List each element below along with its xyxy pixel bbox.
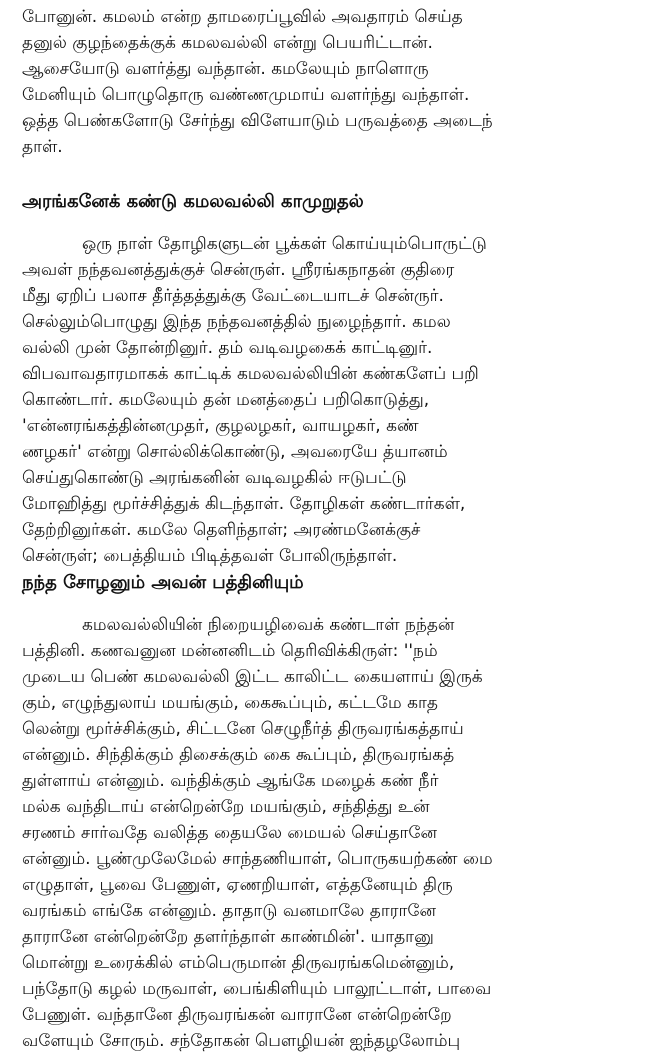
text-line: மல்க வந்திடாய் என்றென்றே மயங்கும், சந்தித்து உன் [22, 797, 430, 817]
text-line: விபவாவதாரமாகக் காட்டிக் கமலவல்லியின் கண்களேப் பறி [22, 364, 479, 384]
text-line: செல்லும்பொழுது இந்த நந்தவனத்தில் நுழைந்தார். கமல [22, 312, 451, 332]
text-line: சரணம் சார்வதே வலித்த தையலே மையல் செய்தானே [22, 823, 437, 843]
paragraph-kamalavalli [22, 231, 634, 569]
text-line: ணழகர்' என்று சொல்லிக்கொண்டு, அவரையே த்யானம் [22, 442, 448, 462]
text-line: கும், எழுந்துலாய் மயங்கும், கைகூப்பும், கட்டமே காத [22, 693, 438, 713]
book-page [22, 4, 634, 1051]
text-line: துள்ளாய் என்னும். வந்திக்கும் ஆங்கே மழைக் கண் நீர் [22, 771, 439, 791]
text-line: ஒத்த பெண்களோடு சேர்ந்து விளேயாடும் பருவத்தை அடைந் [22, 111, 493, 131]
section-heading: நந்த சோழனும் அவன் பத்தினியும் [22, 572, 304, 593]
text-line: தேற்றினுர்கள். கமலே தெளிந்தாள்; அரண்மனேக்குச் [22, 520, 421, 540]
text-line: என்னும். பூண்முலேமேல் சாந்தணியாள், பொருகயற்கண் மை [22, 849, 493, 869]
text-line: செய்துகொண்டு அரங்கனின் வடிவழகில் ஈடுபட்டு [22, 468, 407, 488]
text-line: வல்லி முன் தோன்றினுர். தம் வடிவழகைக் காட்டினுர். [22, 338, 433, 358]
text-line: பத்தினி. கணவனுன மன்னனிடம் தெரிவிக்கிருள்: ''நம் [22, 641, 438, 661]
text-line: பந்தோடு கழல் மருவாள், பைங்கிளியும் பாலூட்டாள், பாவை [22, 979, 492, 999]
paragraph-nanda-chola [22, 612, 634, 1054]
section-heading: அரங்கனேக் கண்டு கமலவல்லி காமுறுதல் [22, 191, 364, 212]
text-line: போனுன். கமலம் என்ற தாமரைப்பூவில் அவதாரம் செய்த [22, 7, 463, 27]
text-line: பேணுள். வந்தானே திருவரங்கன் வாரானே என்றென்றே [22, 1005, 452, 1025]
text-line: தாள். [22, 137, 63, 157]
text-line: தனுல் குழந்தைக்குக் கமலவல்லி என்று பெயரிட்டான். [22, 33, 433, 53]
paragraph-intro [22, 4, 634, 160]
text-line: வரங்கம் எங்கே என்னும். தாதாடு வனமாலே தாரானே [22, 901, 436, 921]
text-line: முடைய பெண் கமலவல்லி இட்ட காலிட்ட கையளாய் இருக் [22, 667, 483, 687]
text-line: தாரானே என்றென்றே தளர்ந்தாள் காண்மின்'. யாதானு [22, 927, 434, 947]
text-line: அவள் நந்தவனத்துக்குச் சென்ருள். ஸ்ரீரங்கநாதன் குதிரை [22, 260, 455, 280]
text-line: எழுதாள், பூவை பேணுள், ஏணறியாள், எத்தனேயும் திரு [22, 875, 453, 895]
text-line: வளேயும் சோரும். சந்தோகன் பௌழியன் ஐந்தழலோம்பு [22, 1031, 461, 1051]
text-line: மீது ஏறிப் பலாச தீர்த்தத்துக்கு வேட்டையாடச் சென்ருர். [22, 286, 444, 306]
text-line: மொன்று உரைக்கில் எம்பெருமான் திருவரங்கமென்னும், [22, 953, 455, 973]
text-line: சென்ருள்; பைத்தியம் பிடித்தவள் போலிருந்தாள். [22, 546, 398, 566]
text-line: லென்று மூர்ச்சிக்கும், சிட்டனே செழுநீர்த் திருவரங்கத்தாய் [22, 719, 464, 739]
text-line: கமலவல்லியின் நிறையழிவைக் கண்டாள் நந்தன் [82, 615, 455, 635]
text-line: கொண்டார். கமலேயும் தன் மனத்தைப் பறிகொடுத்து, [22, 390, 430, 410]
text-line: ஆசையோடு வளர்த்து வந்தான். கமலேயும் நாளொரு [22, 59, 429, 79]
text-line: ஒரு நாள் தோழிகளுடன் பூக்கள் கொய்யும்பொருட்டு [82, 234, 487, 254]
text-line: மேனியும் பொழுதொரு வண்ணமுமாய் வளர்ந்து வந்தாள். [22, 85, 470, 105]
text-line: மோஹித்து மூர்ச்சித்துக் கிடந்தாள். தோழிகள் கண்டார்கள், [22, 494, 466, 514]
text-line: என்னும். சிந்திக்கும் திசைக்கும் கை கூப்பும், திருவரங்கத் [22, 745, 455, 765]
text-line: 'என்னரங்கத்தின்னமுதர், குழலழகர், வாயழகர், கண் [22, 416, 419, 436]
